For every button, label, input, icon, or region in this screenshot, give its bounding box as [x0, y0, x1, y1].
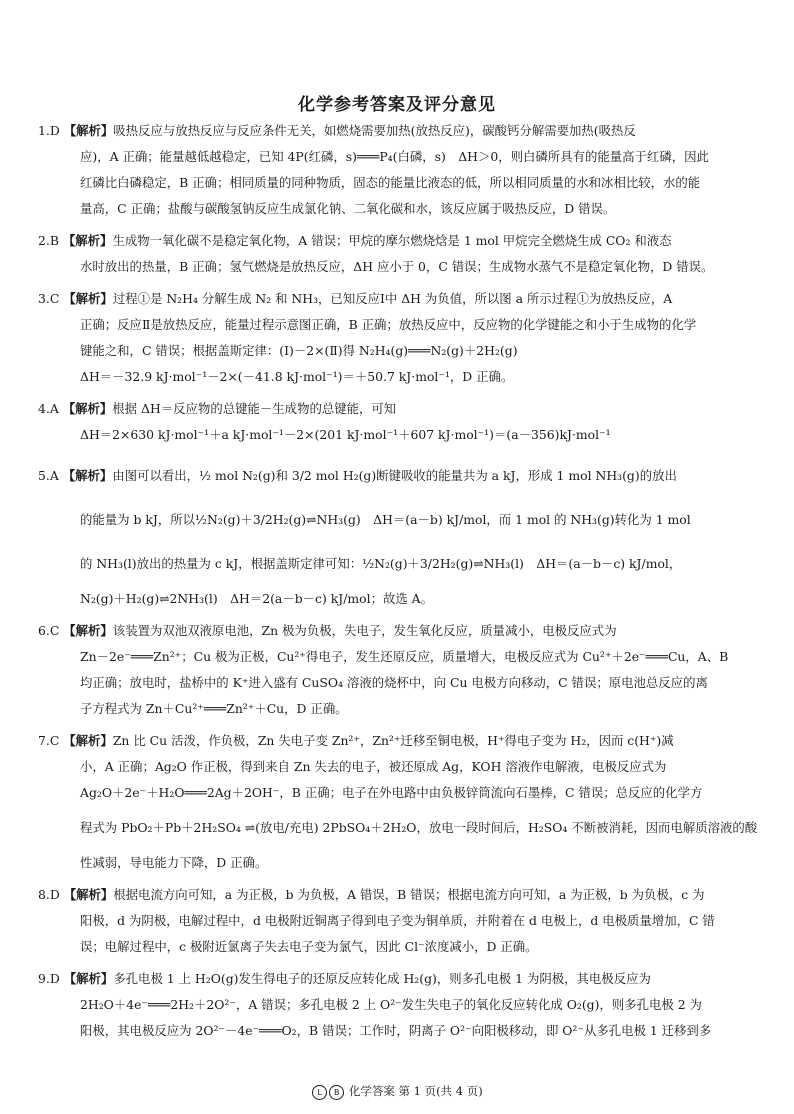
question-line: 小，A 正确；Ag₂O 作正极，得到来自 Zn 失去的电子，被还原成 Ag，KOH 溶液作电解液，电极反应式为: [80, 759, 667, 774]
question-number: 3.C: [38, 291, 60, 306]
question-text: 生成物一氧化碳不是稳定氧化物，A 错误；甲烷的摩尔燃烧焓是 1 mol 甲烷完全燃烧生成 CO₂ 和液态: [112, 233, 672, 248]
question-line: [38, 396, 730, 422]
question-line: [38, 118, 730, 144]
question-number: 4.A: [38, 401, 59, 416]
question-text: 过程①是 N₂H₄ 分解生成 N₂ 和 NH₃，已知反应Ⅰ中 ΔH 为负值，所以图 a 所示过程①为放热反应，A: [112, 291, 673, 306]
analysis-tag: 【解析】: [63, 291, 113, 306]
analysis-tag: 【解析】: [62, 233, 113, 248]
question-line: ΔH＝－32.9 kJ·mol⁻¹－2×(－41.8 kJ·mol⁻¹)＝＋50.7 kJ·mol⁻¹，D 正确。: [80, 369, 514, 384]
page-footer: [0, 1083, 794, 1100]
analysis-tag: 【解析】: [63, 623, 113, 638]
question-line: 误；电解过程中，c 极附近氯离子失去电子变为氯气，因此 Cl⁻浓度减小，D 正确。: [80, 939, 538, 954]
question-line: [38, 618, 730, 644]
question-4: [38, 396, 730, 448]
question-line: 键能之和，C 错误；根据盖斯定律：(Ⅰ)－2×(Ⅱ)得 N₂H₄(g)═══N₂(g)＋2H₂(g): [80, 343, 518, 358]
analysis-tag: 【解析】: [62, 468, 113, 483]
question-text: 多孔电极 1 上 H₂O(g)发生得电子的还原反应转化成 H₂(g)，则多孔电极 1 为阴极，其电极反应为: [113, 971, 651, 986]
question-number: 5.A: [38, 468, 59, 483]
question-9: [38, 966, 730, 1044]
question-number: 8.D: [38, 887, 60, 902]
question-line: [38, 454, 730, 498]
question-line: 子方程式为 Zn＋Cu²⁺═══Zn²⁺＋Cu，D 正确。: [80, 701, 348, 716]
analysis-tag: 【解析】: [63, 971, 114, 986]
question-1: [38, 118, 730, 222]
question-line: 的能量为 b kJ，所以½N₂(g)＋3/2H₂(g)⇌NH₃(g) ΔH＝(a－b) kJ/mol，而 1 mol 的 NH₃(g)转化为 1 mol: [80, 512, 691, 527]
question-line: 的 NH₃(l)放出的热量为 c kJ，根据盖斯定律可知：½N₂(g)＋3/2H₂(g)⇌NH₃(l) ΔH＝(a－b－c) kJ/mol，: [80, 556, 682, 571]
analysis-tag: 【解析】: [63, 887, 114, 902]
question-text: 根据电流方向可知，a 为正极，b 为负极，A 错误，B 错误；根据电流方向可知，a 为正极，b 为负极，c 为: [113, 887, 705, 902]
question-text: 吸热反应与放热反应与反应条件无关，如燃烧需要加热(放热反应)，碳酸钙分解需要加热(吸热反: [113, 123, 636, 138]
question-line: [38, 966, 730, 992]
question-line: 阳极，其电极反应为 2O²⁻－4e⁻═══O₂，B 错误；工作时，阴离子 O²⁻向阳极移动，即 O²⁻从多孔电极 1 迁移到多: [80, 1023, 712, 1038]
question-5: [38, 454, 730, 612]
question-7: [38, 728, 758, 876]
question-line: 均正确；放电时，盐桥中的 K⁺进入盛有 CuSO₄ 溶液的烧杯中，向 Cu 电极方向移动，C 错误；原电池总反应的离: [80, 675, 708, 690]
question-line: 阳极，d 为阴极，电解过程中，d 电极附近铜离子得到电子变为铜单质，并附着在 d 电极上，d 电极质量增加，C 错: [80, 913, 715, 928]
question-line: Zn－2e⁻═══Zn²⁺；Cu 极为正极，Cu²⁺得电子，发生还原反应，质量增大，电极反应式为 Cu²⁺＋2e⁻═══Cu，A、B: [80, 649, 729, 664]
question-2: [38, 228, 730, 280]
question-line: 量高，C 正确；盐酸与碳酸氢钠反应生成氯化钠、二氧化碳和水，该反应属于吸热反应，D 错误。: [80, 201, 616, 216]
question-number: 7.C: [38, 733, 60, 748]
question-line: Ag₂O＋2e⁻＋H₂O═══2Ag＋2OH⁻，B 正确；电子在外电路中由负极锌筒流向石墨棒，C 错误；总反应的化学方: [80, 785, 703, 800]
question-number: 9.D: [38, 971, 60, 986]
question-line: 应)，A 正确；能量越低越稳定，已知 4P(红磷，s)═══P₄(白磷，s) ΔH＞0，则白磷所具有的能量高于红磷，因此: [80, 149, 709, 164]
question-line: 水时放出的热量，B 正确；氢气燃烧是放热反应，ΔH 应小于 0，C 错误；生成物水蒸气不是稳定氧化物，D 错误。: [80, 259, 714, 274]
question-line: 正确；反应Ⅱ是放热反应，能量过程示意图正确，B 正确；放热反应中，反应物的化学键能之和小于生成物的化学: [80, 317, 697, 332]
question-text: 该装置为双池双液原电池，Zn 极为负极，失电子，发生氧化反应，质量减小，电极反应式为: [112, 623, 617, 638]
question-number: 1.D: [38, 123, 60, 138]
question-number: 6.C: [38, 623, 60, 638]
question-6: [38, 618, 730, 722]
question-text: 由图可以看出，½ mol N₂(g)和 3/2 mol H₂(g)断键吸收的能量共为 a kJ，形成 1 mol NH₃(g)的放出: [112, 468, 677, 483]
analysis-tag: 【解析】: [63, 123, 114, 138]
question-line: 程式为 PbO₂＋Pb＋2H₂SO₄ ⇌(放电/充电) 2PbSO₄＋2H₂O，放电一段时间后，H₂SO₄ 不断被消耗，因而电解质溶液的酸: [80, 820, 758, 835]
question-line: ΔH＝2×630 kJ·mol⁻¹＋a kJ·mol⁻¹－2×(201 kJ·mol⁻¹＋607 kJ·mol⁻¹)＝(a－356)kJ·mol⁻¹: [80, 427, 611, 442]
edition-badge-l: L: [312, 1085, 327, 1100]
edition-badge-b: B: [329, 1085, 344, 1100]
analysis-tag: 【解析】: [63, 733, 113, 748]
footer-page-text: 化学答案 第 1 页(共 4 页): [348, 1084, 483, 1098]
question-8: [38, 882, 730, 960]
question-3: [38, 286, 730, 390]
question-line: 2H₂O＋4e⁻═══2H₂＋2O²⁻，A 错误；多孔电极 2 上 O²⁻发生失电子的氧化反应转化成 O₂(g)，则多孔电极 2 为: [80, 997, 702, 1012]
question-text: 根据 ΔH＝反应物的总键能－生成物的总键能，可知: [112, 401, 397, 416]
question-number: 2.B: [38, 233, 59, 248]
question-line: [38, 286, 730, 312]
question-line: [38, 728, 730, 754]
question-line: [38, 882, 730, 908]
question-line: 红磷比白磷稳定，B 正确；相同质量的同种物质，固态的能量比液态的低，所以相同质量的水和冰相比较，水的能: [80, 175, 701, 190]
question-line: 性减弱，导电能力下降，D 正确。: [80, 855, 268, 870]
question-line: [38, 228, 730, 254]
question-text: Zn 比 Cu 活泼，作负极，Zn 失电子变 Zn²⁺，Zn²⁺迁移至铜电极，H⁺得电子变为 H₂，因而 c(H⁺)减: [112, 733, 674, 748]
analysis-tag: 【解析】: [62, 401, 113, 416]
page-title: 化学参考答案及评分意见: [298, 95, 496, 115]
question-line: N₂(g)＋H₂(g)⇌2NH₃(l) ΔH＝2(a－b－c) kJ/mol；故选 A。: [80, 591, 434, 606]
answer-content: [38, 118, 758, 1050]
